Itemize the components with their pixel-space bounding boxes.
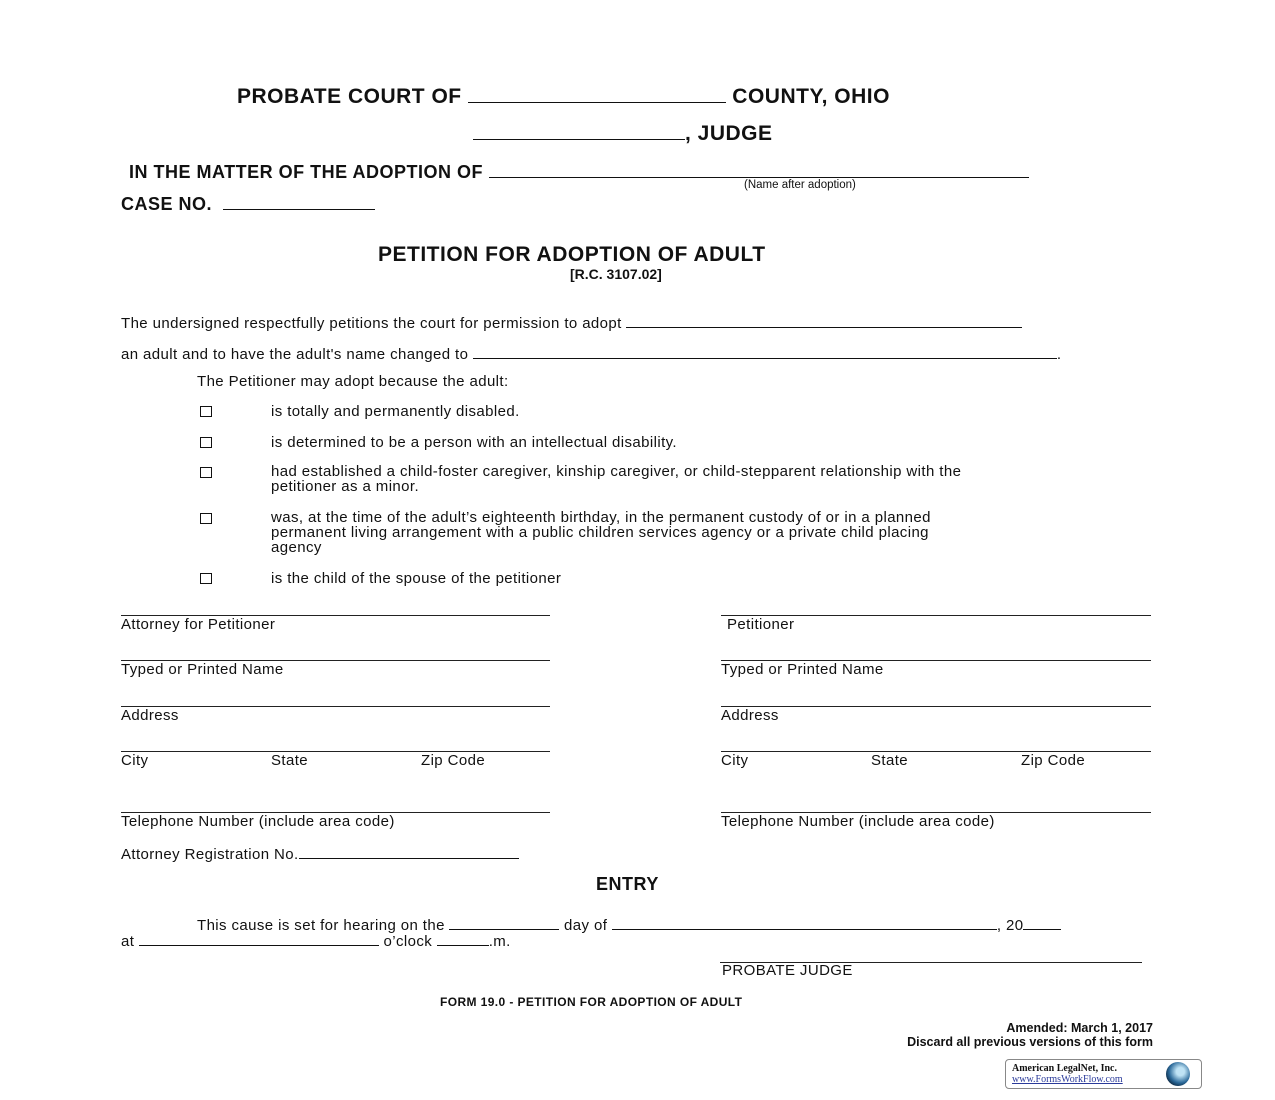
- judge-heading: [473, 118, 773, 146]
- checkbox-custody[interactable]: [200, 513, 212, 524]
- form-number: FORM 19.0 - PETITION FOR ADOPTION OF ADULT: [440, 995, 743, 1009]
- judge-suffix: , JUDGE: [685, 122, 773, 145]
- year-prefix: , 20: [996, 917, 1024, 934]
- hearing-day-field[interactable]: [449, 914, 559, 930]
- day-of-label: day of: [564, 917, 608, 934]
- logo-name: American LegalNet, Inc.: [1012, 1063, 1117, 1074]
- petitioner-phone-label: Telephone Number (include area code): [721, 813, 995, 830]
- attorney-city-label: City: [121, 752, 149, 769]
- petitioner-address-label: Address: [721, 707, 779, 724]
- attorney-address-line[interactable]: [121, 706, 550, 707]
- attorney-phone-label: Telephone Number (include area code): [121, 813, 395, 830]
- attorney-name-label: Typed or Printed Name: [121, 661, 284, 678]
- petitioner-name-label: Typed or Printed Name: [721, 661, 884, 678]
- petitioner-zip-label: Zip Code: [1021, 752, 1086, 769]
- court-prefix: PROBATE COURT OF: [237, 85, 462, 108]
- globe-icon: [1166, 1062, 1190, 1086]
- entry-heading: ENTRY: [596, 874, 659, 894]
- petitioner-role-label: Petitioner: [727, 616, 795, 633]
- name-change-line: an adult and to have the adult's name changed to .: [121, 343, 1061, 363]
- legalnet-logo: [1005, 1059, 1202, 1089]
- checkbox-spouse-child[interactable]: [200, 573, 212, 584]
- petitioner-city-line[interactable]: [721, 751, 1151, 752]
- hearing-label: This cause is set for hearing on the: [197, 917, 445, 934]
- petitioner-address-line[interactable]: [721, 706, 1151, 707]
- option-disabled: is totally and permanently disabled.: [271, 403, 520, 420]
- option-caregiver-relationship: had established a child-foster caregiver, kinship caregiver, or child-stepparent relationship with the petitioner as a minor.: [271, 463, 962, 495]
- adopt-label: The undersigned respectfully petitions the court for permission to adopt: [121, 315, 622, 332]
- adoptee-name-field[interactable]: [489, 159, 1029, 178]
- checkbox-caregiver-relationship[interactable]: [200, 467, 212, 478]
- at-label: at: [121, 933, 135, 950]
- option-intellectual-disability: is determined to be a person with an intellectual disability.: [271, 434, 677, 451]
- hearing-year-field[interactable]: [1023, 914, 1061, 930]
- petitioner-state-label: State: [871, 752, 909, 769]
- logo-url[interactable]: www.FormsWorkFlow.com: [1012, 1074, 1123, 1085]
- county-field[interactable]: [468, 81, 726, 103]
- case-label: CASE NO.: [121, 194, 213, 214]
- option-custody: was, at the time of the adult’s eighteenth birthday, in the permanent custody of or in a planned permanent living arrangement with a public children services agency or a private child placing agency: [271, 509, 931, 556]
- name-note: (Name after adoption): [744, 179, 856, 191]
- adopt-line: [121, 312, 1022, 332]
- attorney-state-label: State: [271, 752, 309, 769]
- form-title: PETITION FOR ADOPTION OF ADULT: [378, 243, 766, 266]
- petitioner-city-label: City: [721, 752, 749, 769]
- checkbox-intellectual-disability[interactable]: [200, 437, 212, 448]
- attorney-registration: [121, 843, 519, 863]
- new-name-field[interactable]: [473, 343, 1057, 359]
- attorney-address-label: Address: [121, 707, 179, 724]
- m-suffix: .m.: [488, 933, 511, 950]
- attorney-city-line[interactable]: [121, 751, 550, 752]
- case-line: [121, 191, 375, 215]
- oclock-label: o’clock: [383, 933, 433, 950]
- judge-name-field[interactable]: [473, 118, 685, 140]
- ampm-field[interactable]: [437, 930, 489, 946]
- hearing-month-field[interactable]: [612, 914, 997, 930]
- hearing-time-line: [121, 930, 511, 950]
- options-intro: The Petitioner may adopt because the adult:: [197, 373, 509, 390]
- case-number-field[interactable]: [223, 191, 375, 210]
- adult-name-field[interactable]: [626, 312, 1022, 328]
- name-change-label: an adult and to have the adult's name changed to: [121, 346, 469, 363]
- attorney-zip-label: Zip Code: [421, 752, 486, 769]
- matter-label: IN THE MATTER OF THE ADOPTION OF: [129, 162, 483, 182]
- option-spouse-child: is the child of the spouse of the petitioner: [271, 570, 562, 587]
- court-heading: [237, 81, 890, 109]
- checkbox-disabled[interactable]: [200, 406, 212, 417]
- discard-notice: Discard all previous versions of this form: [907, 1035, 1153, 1049]
- registration-label: Attorney Registration No.: [121, 846, 299, 863]
- court-suffix: COUNTY, OHIO: [732, 85, 890, 108]
- amended-date: Amended: March 1, 2017: [1006, 1021, 1153, 1035]
- probate-judge-label: PROBATE JUDGE: [722, 962, 853, 979]
- statute-ref: [R.C. 3107.02]: [570, 266, 662, 282]
- matter-line: [129, 159, 1029, 183]
- registration-field[interactable]: [299, 843, 519, 859]
- attorney-role-label: Attorney for Petitioner: [121, 616, 276, 633]
- hearing-hour-field[interactable]: [139, 930, 379, 946]
